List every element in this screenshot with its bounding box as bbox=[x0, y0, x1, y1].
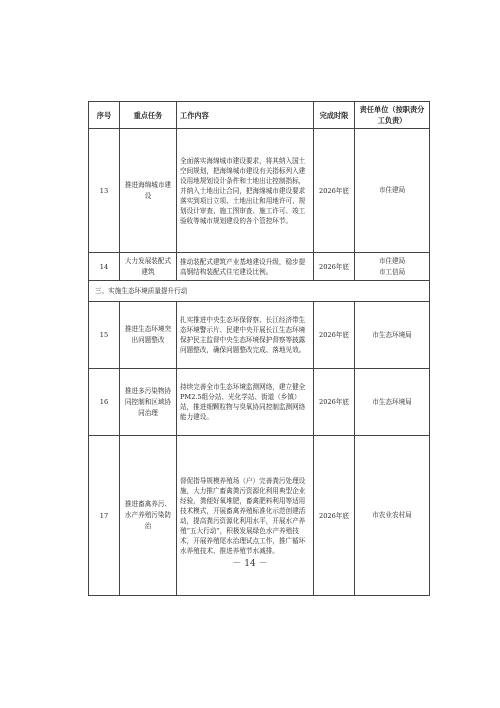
row-unit: 市住建局 市工信局 bbox=[355, 253, 430, 281]
section-heading: 三、实施生态环境质量提升行动 bbox=[89, 281, 430, 302]
row-time: 2026年底 bbox=[314, 436, 355, 596]
row-unit: 市住建局 bbox=[355, 129, 430, 253]
table-row bbox=[89, 436, 430, 596]
row-time: 2026年底 bbox=[314, 302, 355, 369]
row-task: 推进生态环境突出问题整改 bbox=[120, 302, 177, 369]
section-row bbox=[89, 281, 430, 302]
row-unit: 市生态环境局 bbox=[355, 302, 430, 369]
page-number: － 14 － bbox=[232, 559, 268, 569]
row-time: 2026年底 bbox=[314, 369, 355, 436]
row-no: 17 bbox=[89, 436, 120, 596]
row-no: 14 bbox=[89, 253, 120, 281]
row-time: 2026年底 bbox=[314, 129, 355, 253]
row-task: 推进畜禽养污、水产养殖污染防治 bbox=[120, 436, 177, 596]
row-no: 16 bbox=[89, 369, 120, 436]
row-no: 13 bbox=[89, 129, 120, 253]
row-content: 推动装配式建筑产业基地建设升级，稳步提高钢结构装配式住宅建设比例。 bbox=[177, 253, 314, 281]
table-row bbox=[89, 253, 430, 281]
header-content: 工作内容 bbox=[177, 102, 314, 129]
table-header-row bbox=[89, 102, 430, 129]
row-time: 2026年底 bbox=[314, 253, 355, 281]
header-time: 完成时限 bbox=[314, 102, 355, 129]
row-task: 推进海绵城市建设 bbox=[120, 129, 177, 253]
header-unit: 责任单位（按职责分工负责） bbox=[355, 102, 430, 129]
header-no: 序号 bbox=[89, 102, 120, 129]
task-table bbox=[88, 101, 430, 596]
row-content: 督促指导规模养殖场（户）完善粪污处理设施，大力推广畜禽粪污资源化利用典型企业经验，粪便好氧堆肥，畜禽肥料利用等适用技术模式，开展畜禽养殖标准化示范创建活动，提高粪污资源化利用水平，开展水产养殖“五大行动”，积极发展绿色水产养殖技术，开展养殖尾水治理试点工作，推广循环水养殖技术、推进养殖节水减排。 bbox=[177, 436, 314, 596]
row-no: 15 bbox=[89, 302, 120, 369]
table-row bbox=[89, 129, 430, 253]
table-row bbox=[89, 369, 430, 436]
row-content: 扎实推进中央生态环保督察、长江经济带生态环境警示片、民建中央开展长江生态环境保护民主监督中央生态环境保护督察等披露问题整改，确保问题整改完成、落地见效。 bbox=[177, 302, 314, 369]
row-unit: 市生态环境局 bbox=[355, 369, 430, 436]
row-content: 持续完善全市生态环境监测网络，建立健全PM2.5组分站、光化学站、街道（乡镇）站，推进细颗粒物与臭氧协同控制监测网络能力建设。 bbox=[177, 369, 314, 436]
row-unit: 市农业农村局 bbox=[355, 436, 430, 596]
table-row bbox=[89, 302, 430, 369]
row-task: 大力发展装配式建筑 bbox=[120, 253, 177, 281]
row-task: 推进多污染物协同控制和区域协同治理 bbox=[120, 369, 177, 436]
header-task: 重点任务 bbox=[120, 102, 177, 129]
row-content: 全面落实海绵城市建设要求，将其纳入国土空间规划，把海绵城市建设有关指标列入建设用地规划设计条件和土地出让控制指标，并纳入土地出让合同，把海绵城市建设要求落实到项目立项、土地出让和用地许可、规划设计审查、施工图审查、施工许可、竣工验收等城市规划建设的各个管控环节。 bbox=[177, 129, 314, 253]
